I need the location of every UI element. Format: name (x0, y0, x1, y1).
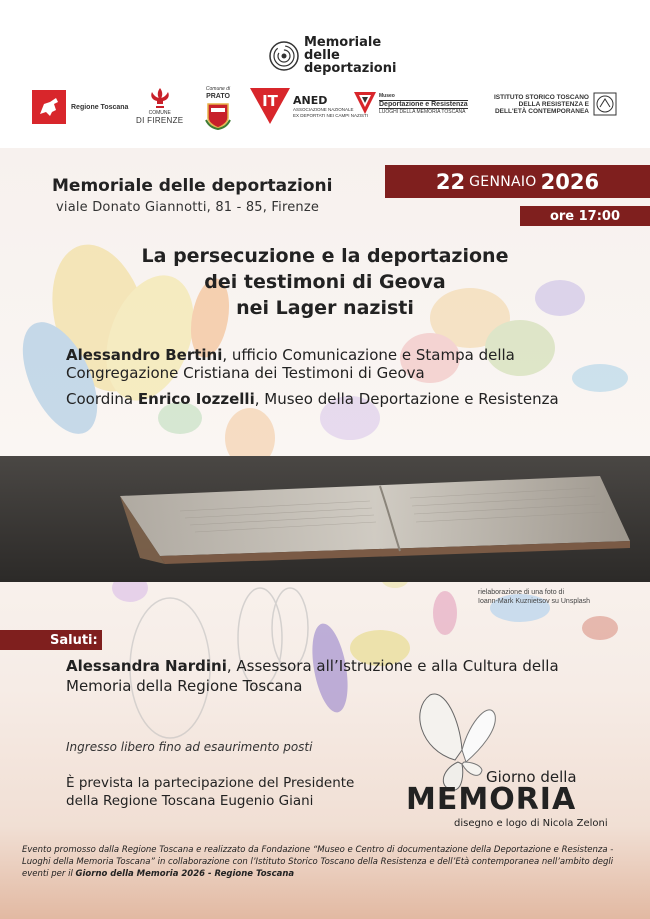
date-year: 2026 (540, 169, 600, 194)
date-banner (385, 165, 650, 198)
prato-crest-icon (203, 100, 233, 130)
event-title (60, 243, 590, 321)
istituto-label1: ISTITUTO STORICO TOSCANO (494, 93, 589, 101)
event-title-line3: nei Lager nazisti (236, 297, 414, 319)
date-month: GENNAIO (469, 173, 537, 190)
event-title-line1: La persecuzione e la deportazione (141, 245, 509, 267)
speakers-block (66, 346, 586, 416)
istituto-label2: DELLA RESISTENZA E (518, 100, 589, 108)
open-book-illustration (0, 456, 650, 582)
comune-firenze-label1: COMUNE (148, 110, 171, 116)
museo-label1: Museo (379, 92, 395, 99)
venue-address: viale Donato Giannotti, 81 - 85, Firenze (56, 200, 320, 215)
memoriale-logo (268, 36, 396, 75)
book-photo (0, 456, 650, 582)
saluti-role: , Assessora all’Istruzione e alla Cultura della Memoria della Regione Toscana (66, 657, 559, 695)
gdm-credit: disegno e logo di Nicola Zeloni (454, 818, 608, 829)
regione-toscana-label: Regione Toscana (71, 103, 129, 111)
comune-firenze-label2: DI FIRENZE (136, 116, 184, 125)
memoriale-logo-line2: delle (304, 48, 340, 63)
coordina-label: Coordina (66, 390, 138, 408)
aned-sub2: EX DEPORTATI NEI CAMPI NAZISTI (293, 112, 369, 118)
memoriale-logo-line3: deportazioni (304, 61, 397, 76)
speaker1-name: Alessandro Bertini (66, 346, 223, 364)
speaker1-role: , ufficio Comunicazione e Stampa della Congregazione Cristiana dei Testimoni di Geova (66, 346, 515, 382)
istituto-label3: DELL'ETÀ CONTEMPORANEA (494, 107, 589, 115)
photo-credit (478, 588, 590, 606)
footer-text: Evento promosso dalla Regione Toscana e realizzato da Fondazione “Museo e Centro di documentazione della Deportazione e Resistenza - Luoghi della Memoria Toscana” in collaborazione con l’Istituto Storico Toscano della Resistenza e dell’Età contemporanea nell’ambito degli eventi per il (22, 845, 614, 879)
ingresso-note: Ingresso libero fino ad esaurimento posti (66, 740, 313, 754)
comune-prato-label2: PRATO (206, 93, 230, 100)
photo-credit-line2: Ioann-Mark Kuznietsov su Unsplash (478, 598, 591, 605)
istituto-storico-logo (494, 92, 617, 116)
logo-strip (0, 0, 650, 148)
spiral-icon (268, 40, 300, 72)
speaker-2 (66, 390, 586, 408)
comune-firenze-logo (136, 86, 183, 124)
footer-bold: Giorno della Memoria 2026 - Regione Toscana (75, 869, 295, 879)
footer-note (22, 844, 632, 880)
triangle-icon (250, 88, 290, 124)
speaker-1 (66, 346, 586, 382)
giglio-icon (147, 86, 173, 110)
gdm-memoria: MEMORIA (406, 782, 577, 817)
event-title-line2: dei testimoni di Geova (204, 271, 446, 293)
speaker2-name: Enrico Iozzelli (137, 390, 255, 408)
aned-mark: IT (262, 92, 278, 110)
comune-prato-logo (203, 86, 233, 130)
saluti-name: Alessandra Nardini (66, 657, 227, 675)
photo-credit-line1: rielaborazione di una foto di (478, 589, 565, 596)
saluti-label: Saluti: (0, 630, 102, 650)
aned-sub1: ASSOCIAZIONE NAZIONALE (293, 106, 354, 112)
presidente-note: È prevista la partecipazione del Presidente della Regione Toscana Eugenio Giani (66, 775, 355, 809)
aned-name: ANED (293, 93, 328, 107)
date-day: 22 (435, 169, 466, 194)
regione-toscana-logo (32, 90, 128, 124)
memoriale-logo-line1: Memoriale (304, 35, 382, 50)
museo-label3: LUOGHI DELLA MEMORIA TOSCANA (379, 108, 466, 115)
museo-label2: Deportazione e Resistenza (379, 100, 468, 108)
pegasus-icon (32, 90, 66, 124)
museo-triangle-icon (354, 92, 376, 116)
comune-prato-label1: Comune di (205, 86, 231, 92)
time-banner: ore 17:00 (520, 206, 650, 226)
gdm-title: Giorno della (486, 768, 577, 786)
speaker2-role: , Museo della Deportazione e Resistenza (254, 390, 559, 408)
istituto-emblem-icon (593, 92, 617, 116)
aned-logo (250, 88, 368, 124)
museo-deportazione-logo (354, 92, 468, 116)
venue-title: Memoriale delle deportazioni (52, 176, 333, 196)
